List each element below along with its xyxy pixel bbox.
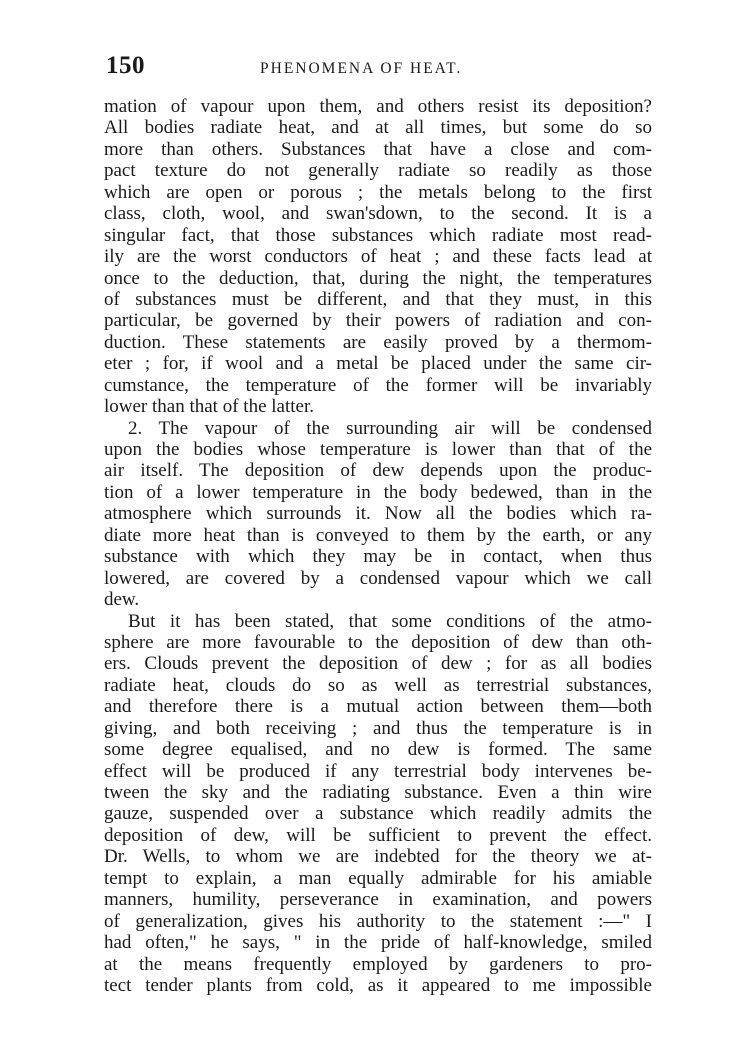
text-line: Dr. Wells, to whom we are indebted for the theory we at- xyxy=(104,846,652,868)
text-line: substance with which they may be in contact, when thus xyxy=(104,546,652,568)
text-line: manners, humility, perseverance in examination, and powers xyxy=(104,889,652,911)
text-line: ers. Clouds prevent the deposition of dew ; for as all bodies xyxy=(104,653,652,675)
paragraph-start-line: But it has been stated, that some conditions of the atmo- xyxy=(128,610,652,632)
text-line: upon the bodies whose temperature is lower than that of the xyxy=(104,439,652,460)
text-line: at the means frequently employed by gardeners to pro- xyxy=(104,953,652,975)
text-line: of substances must be different, and that they must, in this xyxy=(104,288,652,310)
text-line: diate more heat than is conveyed to them by the earth, or any xyxy=(104,524,652,546)
text-line: of generalization, gives his authority to the statement :—" I xyxy=(104,910,652,932)
paragraph-start-line: 2. The vapour of the surrounding air will be condensed xyxy=(128,417,652,439)
paragraph-end-line: dew. xyxy=(104,589,140,611)
text-line: sphere are more favourable to the deposition of dew than oth- xyxy=(104,631,652,653)
text-line: had often," he says, " in the pride of half-knowledge, smiled xyxy=(104,932,652,954)
text-line: more than others. Substances that have a close and com- xyxy=(104,138,652,160)
page-number: 150 xyxy=(106,52,145,79)
text-line: effect will be produced if any terrestrial body intervenes be- xyxy=(104,760,652,782)
text-line: class, cloth, wool, and swan'sdown, to the second. It is a xyxy=(104,203,652,225)
text-line: ily are the worst conductors of heat ; and these facts lead at xyxy=(104,246,652,268)
text-line: tion of a lower temperature in the body bedewed, than in the xyxy=(104,481,652,503)
text-line: All bodies radiate heat, and at all times, but some do so xyxy=(104,117,652,139)
running-head xyxy=(104,52,652,92)
running-title: PHENOMENA OF HEAT. xyxy=(260,60,463,77)
text-line: giving, and both receiving ; and thus the temperature is in xyxy=(104,717,652,739)
text-line: atmosphere which surrounds it. Now all the bodies which ra- xyxy=(104,503,652,525)
text-line: tect tender plants from cold, as it appeared to me impossible xyxy=(104,974,652,996)
text-line: tempt to explain, a man equally admirable for his amiable xyxy=(104,867,652,889)
text-line: lowered, are covered by a condensed vapour which we call xyxy=(104,567,652,589)
text-line: tween the sky and the radiating substance. Even a thin wire xyxy=(104,782,652,803)
book-page xyxy=(104,52,652,996)
text-line: gauze, suspended over a substance which readily admits the xyxy=(104,803,652,825)
text-line: and therefore there is a mutual action between them—both xyxy=(104,696,652,718)
text-line: particular, be governed by their powers of radiation and con- xyxy=(104,310,652,332)
body-text xyxy=(104,96,652,996)
text-line: cumstance, the temperature of the former will be invariably xyxy=(104,374,652,396)
text-line: mation of vapour upon them, and others resist its deposition? xyxy=(104,96,652,117)
text-line: duction. These statements are easily proved by a thermom- xyxy=(104,331,652,353)
text-line: once to the deduction, that, during the night, the temperatures xyxy=(104,267,652,289)
paragraph-end-line: lower than that of the latter. xyxy=(104,396,314,418)
text-line: radiate heat, clouds do so as well as terrestrial substances, xyxy=(104,674,652,696)
text-line: singular fact, that those substances which radiate most read- xyxy=(104,224,652,246)
text-line: air itself. The deposition of dew depends upon the produc- xyxy=(104,460,652,482)
text-line: eter ; for, if wool and a metal be placed under the same cir- xyxy=(104,353,652,375)
text-line: deposition of dew, will be sufficient to prevent the effect. xyxy=(104,824,652,846)
text-line: which are open or porous ; the metals belong to the first xyxy=(104,181,652,203)
text-line: pact texture do not generally radiate so readily as those xyxy=(104,160,652,182)
text-line: some degree equalised, and no dew is formed. The same xyxy=(104,739,652,761)
